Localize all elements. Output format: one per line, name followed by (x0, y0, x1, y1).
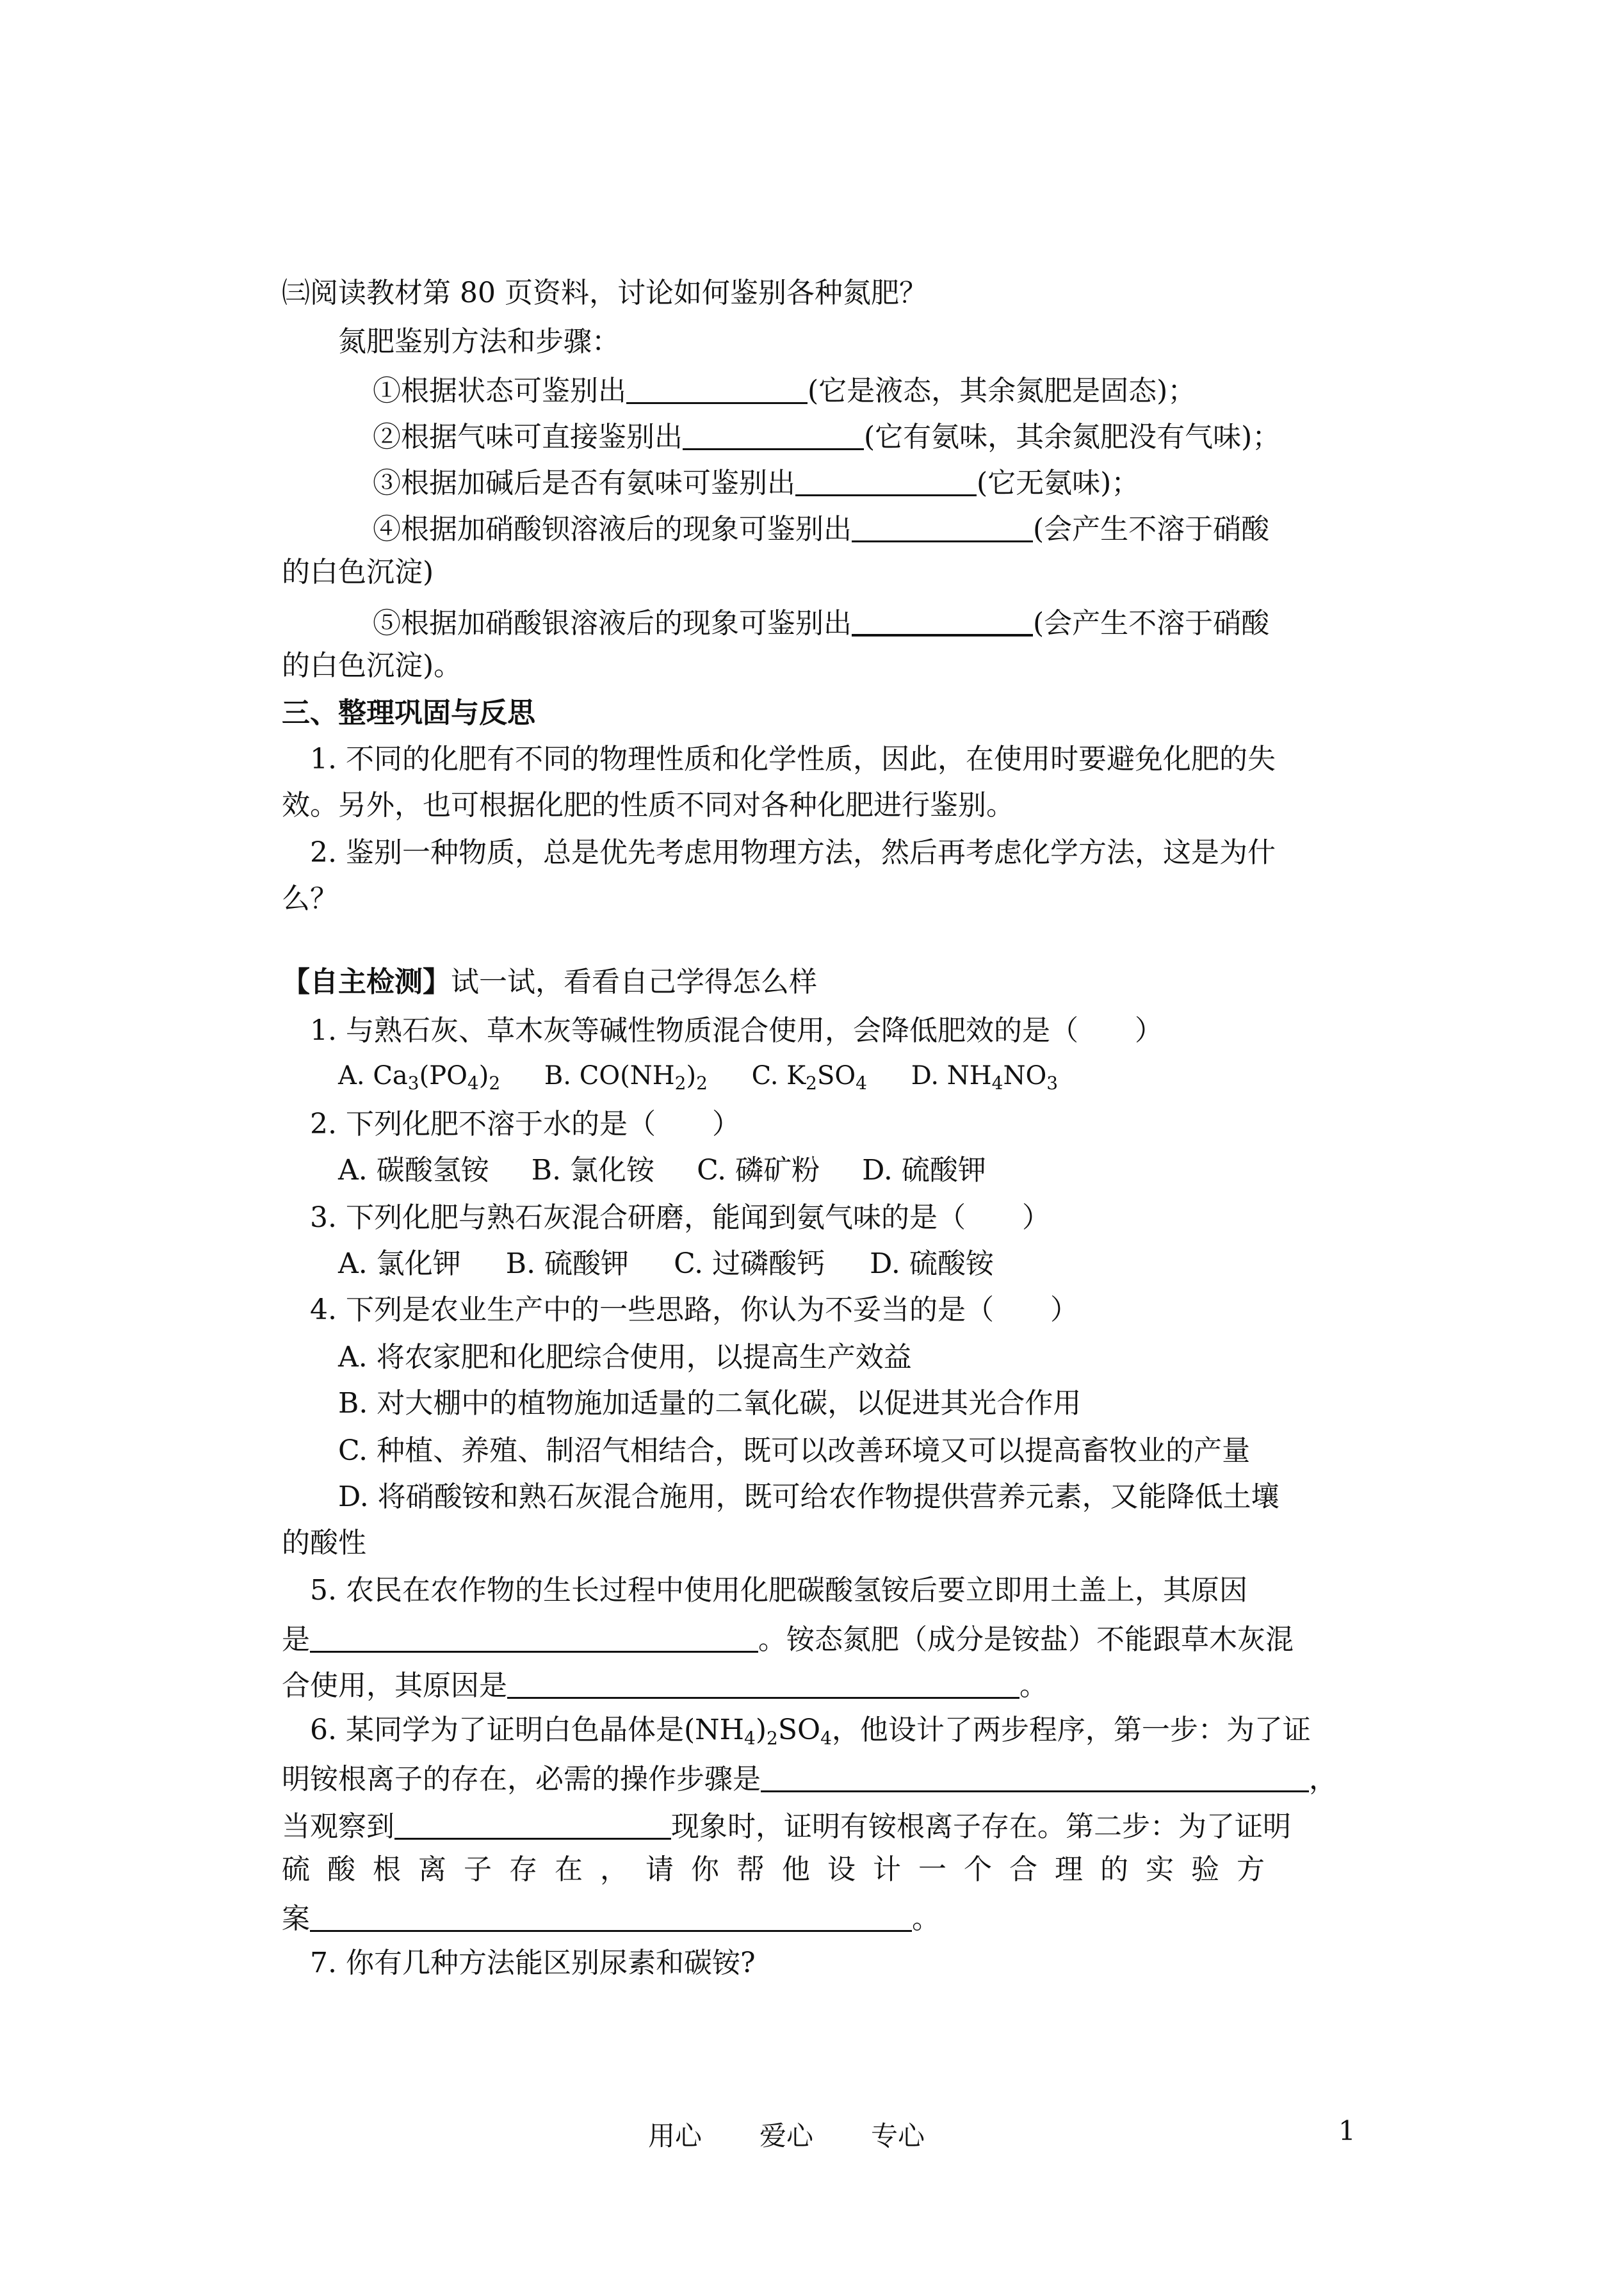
q3-option-c[interactable]: C. 过磷酸钙 (674, 1247, 825, 1280)
q1-option-b[interactable]: B. $CO(NH_2)_2$ (544, 1061, 708, 1094)
q4-option-c[interactable]: C. 种植、养殖、制沼气相结合，既可以改善环境又可以提高畜牧业的产量 (338, 1434, 1251, 1467)
summary-point-1-continued: 效。另外，也可根据化肥的性质不同对各种化肥进行鉴别。 (282, 789, 1014, 822)
step-1 (373, 374, 1196, 405)
self-check-subtitle: 试一试，看看自己学得怎么样 (451, 966, 817, 998)
answer-blank[interactable] (310, 1902, 912, 1932)
step-3 (373, 466, 1139, 498)
q2-option-b[interactable]: B. 氯化铵 (531, 1154, 655, 1187)
footer-motto-1: 用心 (648, 2120, 702, 2152)
q1-option-d[interactable]: D. $NH_4NO_3$ (911, 1061, 1059, 1094)
answer-blank[interactable] (852, 606, 1033, 637)
answer-blank[interactable] (626, 374, 808, 404)
step-2 (373, 420, 1280, 451)
answer-blank[interactable] (507, 1669, 1019, 1699)
step-4-text: ④根据加硝酸钡溶液后的现象可鉴别出 (373, 513, 852, 546)
step-4-continued: 的白色沉淀) (282, 556, 434, 588)
page-number: 1 (1338, 2115, 1356, 2146)
section-3-heading: ㈢阅读教材第 80 页资料，讨论如何鉴别各种氮肥？ (282, 277, 927, 309)
q5-line-3: 合使用，其原因是 。 (282, 1669, 1048, 1702)
q3-option-a[interactable]: A. 氯化钾 (338, 1247, 461, 1280)
q3-option-b[interactable]: B. 硫酸钾 (505, 1247, 629, 1280)
q1-options (338, 1061, 1059, 1094)
question-2: 2. 下列化肥不溶于水的是（ ） (310, 1108, 740, 1140)
step-5-note: (会产生不溶于硝酸 (1033, 607, 1270, 640)
step-3-note: (它无氨味)； (977, 467, 1140, 499)
q4-option-a[interactable]: A. 将农家肥和化肥综合使用，以提高生产效益 (338, 1341, 912, 1374)
step-2-note: (它有氨味，其余氮肥没有气味)； (864, 421, 1281, 453)
q6-line-3: 当观察到 现象时，证明有铵根离子存在。第二步：为了证明 (282, 1810, 1291, 1843)
answer-blank[interactable] (852, 512, 1033, 542)
summary-point-2: 2. 鉴别一种物质，总是优先考虑用物理方法，然后再考虑化学方法，这是为什 (310, 836, 1276, 869)
answer-blank[interactable] (761, 1762, 1309, 1792)
step-2-text: ②根据气味可直接鉴别出 (373, 421, 683, 453)
step-5 (373, 606, 1269, 638)
footer-motto-2: 爱心 (759, 2120, 814, 2152)
q4-option-d[interactable]: D. 将硝酸铵和熟石灰混合施用，既可给农作物提供营养元素，又能降低土壤 (338, 1480, 1279, 1513)
q3-options (338, 1247, 994, 1280)
q4-option-d-continued: 的酸性 (282, 1527, 366, 1559)
summary-heading: 三、整理巩固与反思 (282, 697, 535, 729)
answer-blank[interactable] (310, 1623, 758, 1653)
step-1-note: (它是液态，其余氮肥是固态)； (808, 375, 1196, 407)
answer-blank[interactable] (683, 420, 864, 450)
question-3: 3. 下列化肥与熟石灰混合研磨，能闻到氨气味的是（ ） (310, 1201, 1050, 1234)
method-intro: 氮肥鉴别方法和步骤： (338, 325, 620, 358)
q1-option-c[interactable]: C. $K_2SO_4$ (751, 1061, 867, 1094)
self-check-title: 【自主检测】 (282, 966, 451, 998)
question-7: 7. 你有几种方法能区别尿素和碳铵? (310, 1947, 756, 1979)
q2-option-d[interactable]: D. 硫酸钾 (862, 1154, 986, 1187)
q5-line-2: 是 。铵态氮肥（成分是铵盐）不能跟草木灰混 (282, 1623, 1294, 1656)
question-5: 5. 农民在农作物的生长过程中使用化肥碳酸氢铵后要立即用土盖上，其原因 (310, 1574, 1247, 1607)
q1-option-a[interactable]: A. $Ca_3(PO_4)_2$ (338, 1061, 501, 1094)
q6-line-4: 硫酸根离子存在，请你帮他设计一个合理的实验方 (282, 1853, 1282, 1886)
q6-line-5: 案 。 (282, 1902, 940, 1935)
q4-option-b[interactable]: B. 对大棚中的植物施加适量的二氧化碳，以促进其光合作用 (338, 1387, 1082, 1420)
summary-point-2-continued: 么？ (282, 882, 338, 915)
q3-option-d[interactable]: D. 硫酸铵 (870, 1247, 994, 1280)
step-1-text: ①根据状态可鉴别出 (373, 375, 626, 407)
summary-point-1: 1. 不同的化肥有不同的物理性质和化学性质，因此，在使用时要避免化肥的失 (310, 743, 1276, 775)
self-check-heading (282, 968, 817, 996)
question-1: 1. 与熟石灰、草木灰等碱性物质混合使用，会降低肥效的是（ ） (310, 1014, 1163, 1047)
footer-motto-3: 专心 (871, 2120, 925, 2152)
question-6: 6. 某同学为了证明白色晶体是$(NH_4)_2SO_4$，他设计了两步程序，第一步：为了证 (310, 1714, 1311, 1749)
answer-blank[interactable] (394, 1810, 671, 1840)
step-5-continued: 的白色沉淀)。 (282, 649, 462, 682)
q2-options (338, 1156, 986, 1185)
q2-option-a[interactable]: A. 碳酸氢铵 (338, 1154, 489, 1187)
q6-line-2: 明铵根离子的存在，必需的操作步骤是 ， (282, 1763, 1337, 1796)
step-3-text: ③根据加碱后是否有氨味可鉴别出 (373, 467, 795, 499)
step-5-text: ⑤根据加硝酸银溶液后的现象可鉴别出 (373, 607, 852, 640)
q2-option-c[interactable]: C. 磷矿粉 (697, 1154, 820, 1187)
step-4 (373, 512, 1269, 544)
question-4: 4. 下列是农业生产中的一些思路，你认为不妥当的是（ ） (310, 1293, 1078, 1326)
answer-blank[interactable] (795, 466, 977, 496)
step-4-note: (会产生不溶于硝酸 (1033, 513, 1270, 546)
